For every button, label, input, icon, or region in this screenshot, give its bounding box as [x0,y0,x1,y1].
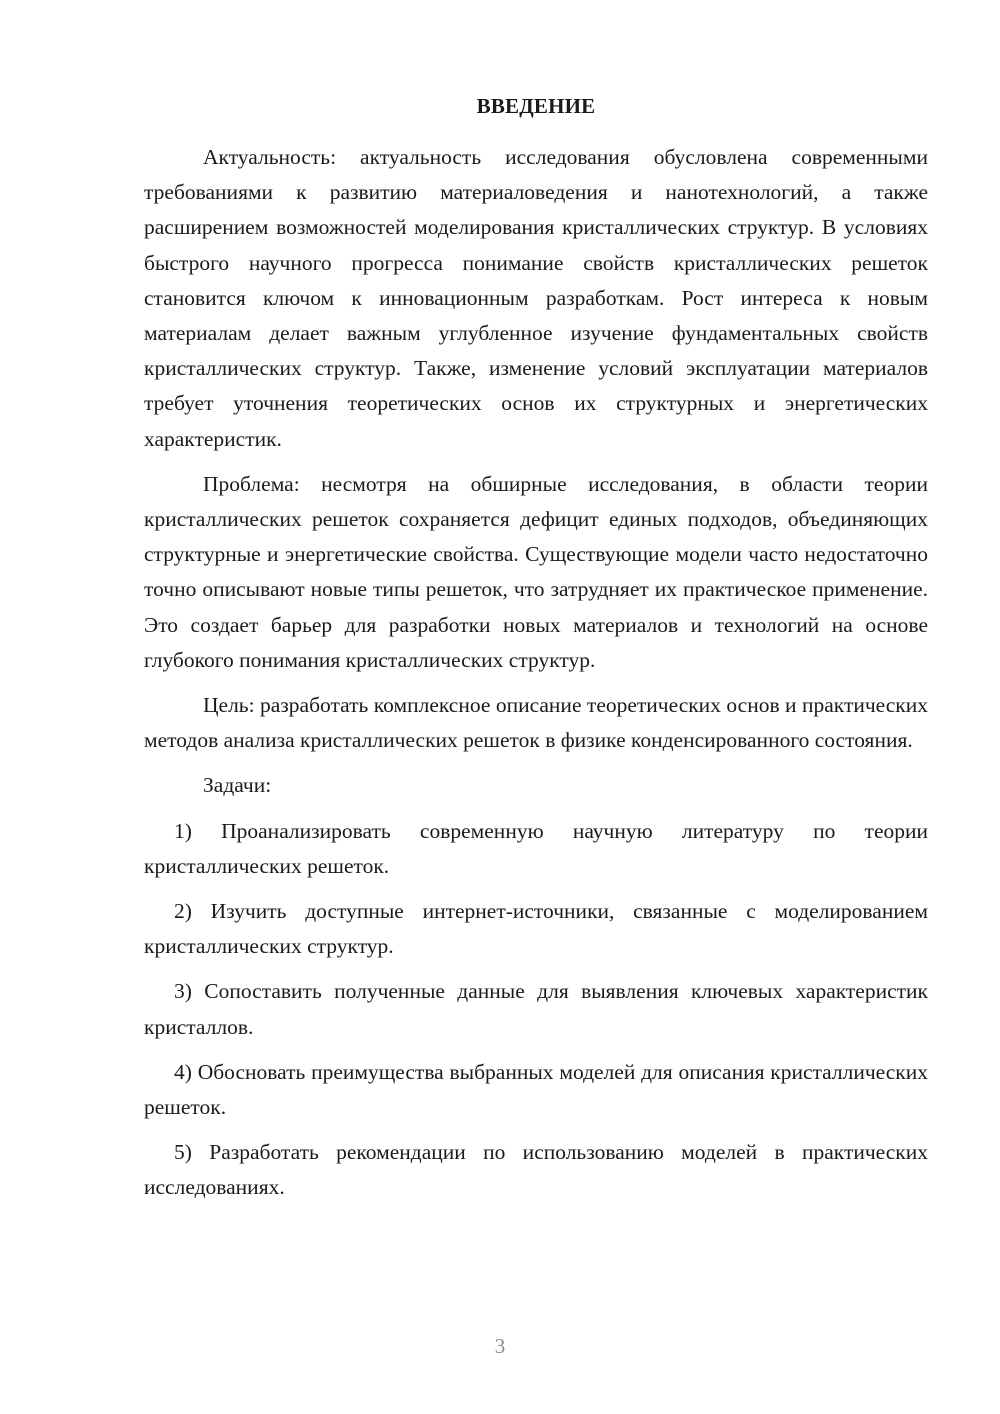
goal-paragraph: Цель: разработать комплексное описание теоретических основ и практических методов анализа кристаллических решеток в физике конденсированного состояния. [144,693,928,753]
list-item: 5) Разработать рекомендации по использованию моделей в практических исследованиях. [144,1140,928,1200]
section-heading: ВВЕДЕНИЕ [476,94,596,118]
list-item: 1) Проанализировать современную научную литературу по теории кристаллических решеток. [144,818,928,878]
tasks-label: Задачи: [203,773,272,798]
page-number: 3 [494,1334,506,1358]
task-list [144,814,928,1206]
problem-paragraph: Проблема: несмотря на обширные исследования, в области теории кристаллических решеток сохраняется дефицит единых подходов, объединяющих структурные и энергетические свойства. Существующие модели часто недостаточно точно описывают новые типы решеток, что затрудняет их практическое применение. Это создает барьер для разработки новых материалов и технологий на основе глубокого понимания кристаллических структур. [144,471,928,672]
list-item: 3) Сопоставить полученные данные для выявления ключевых характеристик кристаллов. [144,979,928,1039]
list-item: 2) Изучить доступные интернет-источники, связанные с моделированием кристаллических структур. [144,899,928,959]
list-item: 4) Обосновать преимущества выбранных моделей для описания кристаллических решеток. [144,1059,928,1120]
relevance-paragraph: Актуальность: актуальность исследования обусловлена современными требованиями к развитию материаловедения и нанотехнологий, а также расширением возможностей моделирования кристаллических структур. В условиях быстрого научного прогресса понимание свойств кристаллических решеток становится ключом к инновационным разработкам. Рост интереса к новым материалам делает важным углубленное изучение фундаментальных свойств кристаллических структур. Также, изменение условий эксплуатации материалов требует уточнения теоретических основ их структурных и энергетических характеристик. [144,145,928,451]
document-page [144,92,928,1216]
